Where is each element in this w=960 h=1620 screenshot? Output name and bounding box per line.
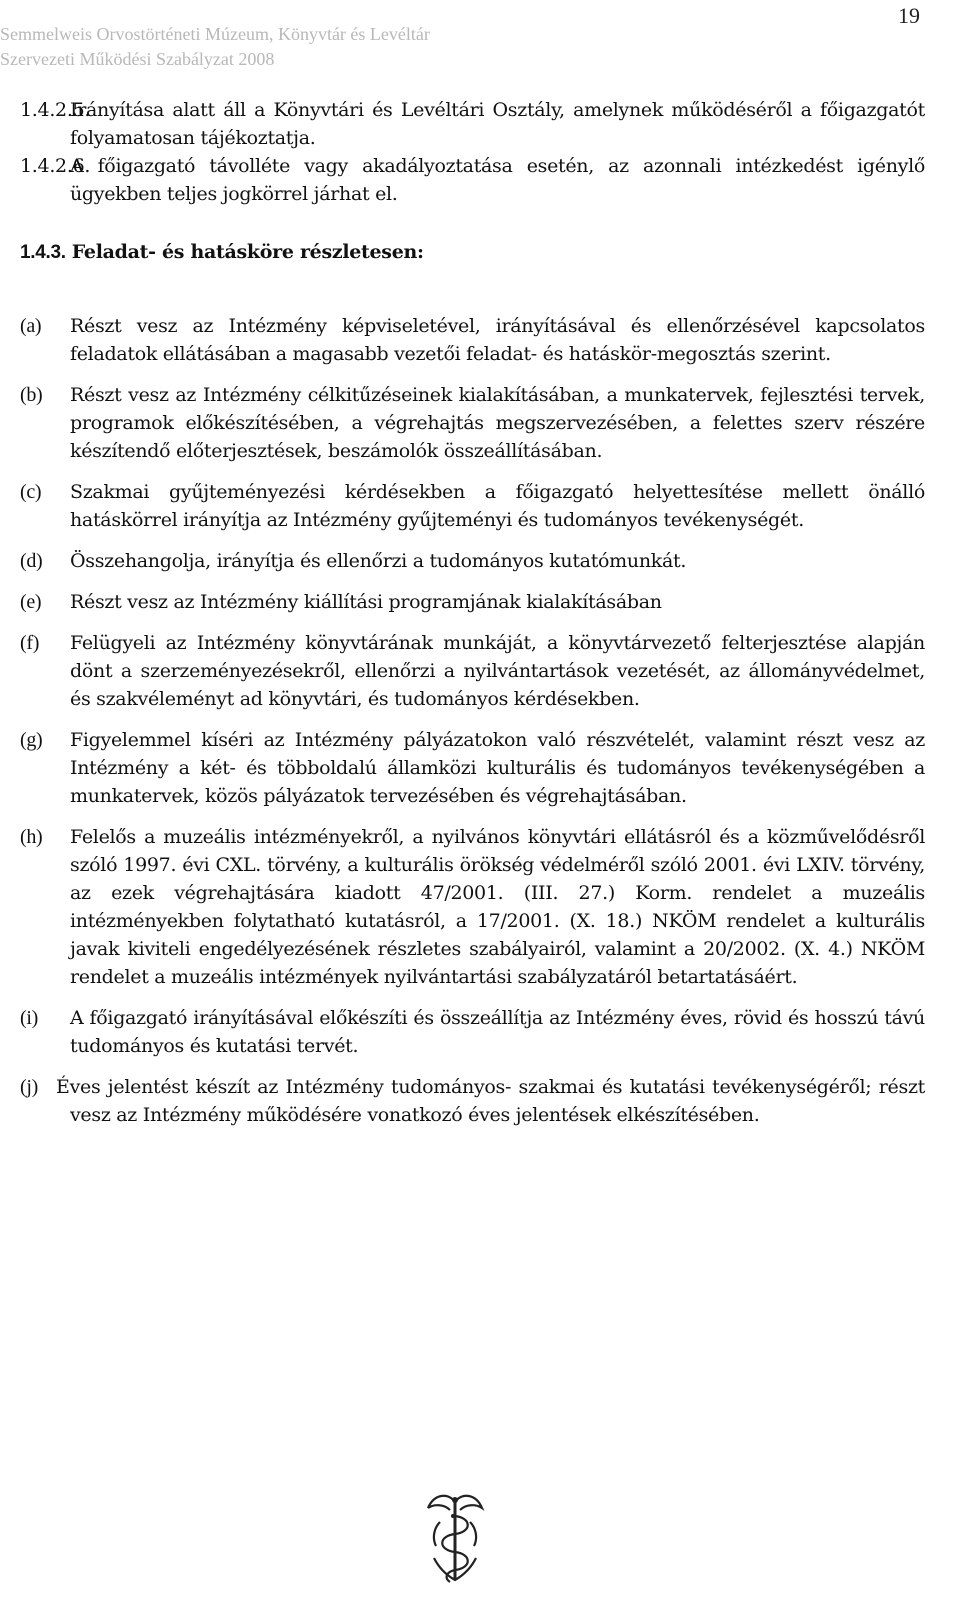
paragraph-number: 1.4.2.5. (20, 99, 91, 121)
list-item-text: Szakmai gyűjteményezési kérdésekben a főigazgató helyettesítése mellett önálló hatáskörrel irányítja az Intézmény gyűjteményi és tudományos tevékenységét. (70, 481, 925, 531)
list-item (20, 478, 925, 534)
list-item-label: (h) (20, 826, 43, 848)
paragraph-1-4-2-6 (20, 152, 925, 208)
section-heading (20, 238, 925, 267)
list-item-text: Felügyeli az Intézmény könyvtárának munkáját, a könyvtárvezető felterjesztése alapján dönt a szerzeményezésekről, ellenőrzi a nyilvántartások vezetését, az állományvédelmet, és szakvéleményt ad könyvtári, és tudományos kérdésekben. (70, 632, 925, 710)
list-item-label: (j) (20, 1076, 38, 1098)
list-item (20, 823, 925, 991)
list-item-text: Felelős a muzeális intézményekről, a nyilvános könyvtári ellátásról és a közművelődésről szóló 1997. évi CXL. törvény, a kulturális örökség védelméről szóló 2001. évi LXIV. törvény, az ezek végrehajtására kiadott 47/2001. (III. 27.) Korm. rendelet a muzeális intézményekben folytatható kutatásról, a 17/2001. (X. 18.) NKÖM rendelet a kulturális javak kiviteli engedélyezésének részletes szabályairól, valamint a 20/2002. (X. 4.) NKÖM rendelet a muzeális intézmények nyilvántartási szabályzatáról betartatásáért. (70, 826, 925, 988)
document-body (20, 96, 925, 1142)
list-item (20, 726, 925, 810)
header-line-regulation: Szervezeti Működési Szabályzat 2008 (0, 49, 275, 69)
list-item-label: (g) (20, 729, 43, 751)
list-item-text: A főigazgató irányításával előkészíti és összeállítja az Intézmény éves, rövid és hosszú távú tudományos és kutatási tervét. (70, 1007, 925, 1057)
list-item-label: (c) (20, 481, 42, 503)
list-item-label: (d) (20, 550, 43, 572)
paragraph-number: 1.4.2.6. (20, 155, 91, 177)
list-item (20, 1073, 925, 1129)
list-item-text: Részt vesz az Intézmény kiállítási programjának kialakításában (70, 591, 662, 613)
task-list (20, 312, 925, 1129)
section-number: 1.4.3. (20, 242, 66, 263)
list-item (20, 1004, 925, 1060)
list-item-text: Részt vesz az Intézmény célkitűzéseinek kialakításában, a munkatervek, fejlesztési tervek, programok előkészítésében, a végrehajtás megszervezésében, a felettes szerv részére készítendő előterjesztések, beszámolók összeállításában. (70, 384, 925, 462)
staff-and-serpent-emblem-icon (420, 1488, 490, 1588)
list-item-text: Összehangolja, irányítja és ellenőrzi a tudományos kutatómunkát. (70, 550, 687, 572)
section-title: Feladat- és hatásköre részletesen: (71, 241, 424, 263)
paragraph-text: A főigazgató távolléte vagy akadályoztatása esetén, az azonnali intézkedést igénylő ügyekben teljes jogkörrel járhat el. (70, 155, 925, 205)
list-item (20, 381, 925, 465)
list-item-text: Éves jelentést készít az Intézmény tudományos- szakmai és kutatási tevékenységéről; részt vesz az Intézmény működésére vonatkozó éves jelentések elkészítésében. (56, 1076, 925, 1126)
paragraph-text: Irányítása alatt áll a Könyvtári és Levéltári Osztály, amelynek működéséről a főigazgatót folyamatosan tájékoztatja. (70, 99, 925, 149)
page-number: 19 (898, 3, 920, 28)
header-line-institution: Semmelweis Orvostörténeti Múzeum, Könyvtár és Levéltár (0, 24, 430, 44)
list-item (20, 588, 925, 616)
list-item (20, 312, 925, 368)
list-item-label: (a) (20, 315, 42, 337)
paragraph-1-4-2-5 (20, 96, 925, 152)
list-item (20, 629, 925, 713)
list-item-text: Részt vesz az Intézmény képviseletével, irányításával és ellenőrzésével kapcsolatos feladatok ellátásában a magasabb vezetői feladat- és hatáskör-megosztás szerint. (70, 315, 925, 365)
list-item-label: (i) (20, 1007, 38, 1029)
document-header (0, 22, 430, 72)
list-item-text: Figyelemmel kíséri az Intézmény pályázatokon való részvételét, valamint részt vesz az Intézmény a két- és többoldalú államközi kulturális és tudományos tevékenységében a munkatervek, közös pályázatok tervezésében és végrehajtásában. (70, 729, 925, 807)
list-item-label: (f) (20, 632, 40, 654)
list-item-label: (b) (20, 384, 43, 406)
list-item-label: (e) (20, 591, 42, 613)
list-item (20, 547, 925, 575)
